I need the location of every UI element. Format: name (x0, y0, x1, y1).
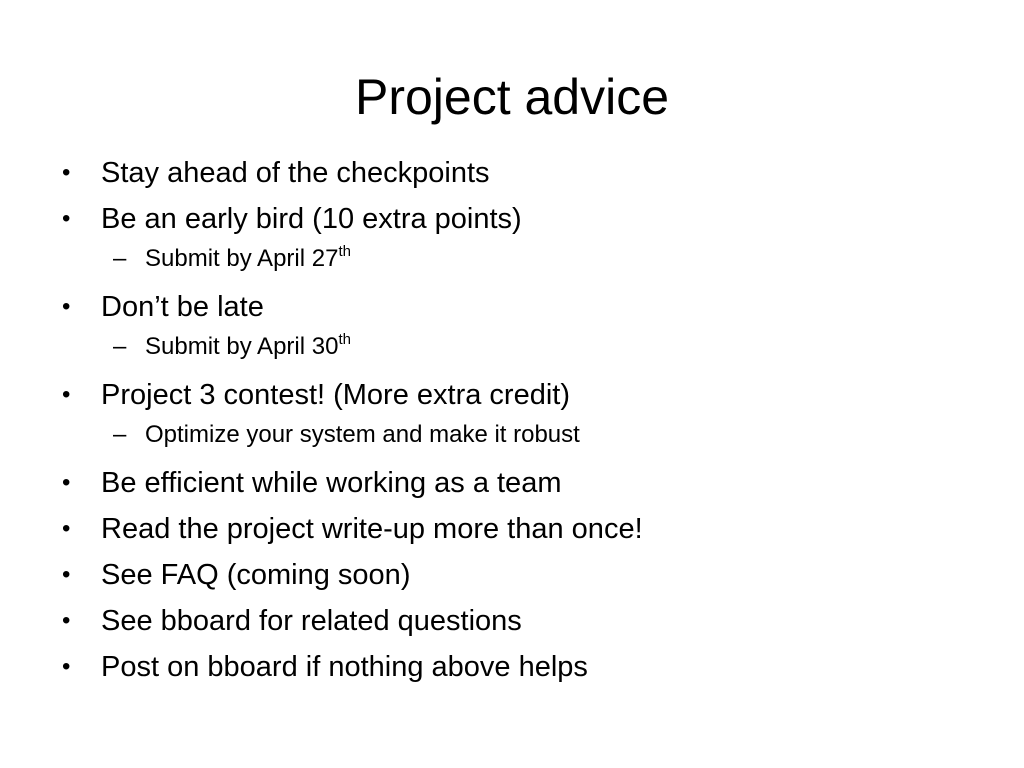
bullet-icon: • (62, 381, 71, 408)
bullet-item (0, 642, 1024, 688)
sub-bullet-item (0, 240, 1024, 282)
bullet-item (0, 596, 1024, 642)
bullet-item (0, 550, 1024, 596)
sub-bullet-text (145, 241, 351, 277)
bullet-icon: • (62, 607, 71, 634)
bullet-icon: • (62, 159, 71, 186)
bullet-text: Be an early bird (10 extra points) (101, 203, 522, 235)
bullet-item (0, 282, 1024, 328)
bullet-icon: • (62, 293, 71, 320)
bullet-text: See bboard for related questions (101, 605, 522, 637)
sub-bullet-main: Submit by April 27 (145, 245, 339, 272)
bullet-item (0, 504, 1024, 550)
bullet-text: Read the project write-up more than once! (101, 513, 643, 545)
sub-bullet-text (145, 329, 351, 365)
bullet-icon: • (62, 561, 71, 588)
dash-icon: – (113, 245, 127, 272)
bullet-text: See FAQ (coming soon) (101, 559, 411, 591)
bullet-item (0, 194, 1024, 240)
bullet-text: Project 3 contest! (More extra credit) (101, 379, 570, 411)
bullet-text: Stay ahead of the checkpoints (101, 157, 490, 189)
bullet-icon: • (62, 515, 71, 542)
slide-title: Project advice (354, 69, 670, 125)
bullet-text: Post on bboard if nothing above helps (101, 651, 588, 683)
bullet-item (0, 148, 1024, 194)
bullet-list (0, 148, 1024, 688)
bullet-text: Don’t be late (101, 291, 264, 323)
sub-bullet-item (0, 416, 1024, 458)
dash-icon: – (113, 333, 127, 360)
ordinal-suffix: th (338, 243, 351, 260)
sub-bullet-main: Submit by April 30 (145, 333, 339, 360)
bullet-icon: • (62, 205, 71, 232)
sub-bullet-item (0, 328, 1024, 370)
bullet-text: Be efficient while working as a team (101, 467, 562, 499)
bullet-icon: • (62, 469, 71, 496)
bullet-item (0, 370, 1024, 416)
ordinal-suffix: th (338, 331, 351, 348)
dash-icon: – (113, 421, 127, 448)
bullet-item (0, 458, 1024, 504)
sub-bullet-text: Optimize your system and make it robust (145, 421, 580, 448)
bullet-icon: • (62, 653, 71, 680)
